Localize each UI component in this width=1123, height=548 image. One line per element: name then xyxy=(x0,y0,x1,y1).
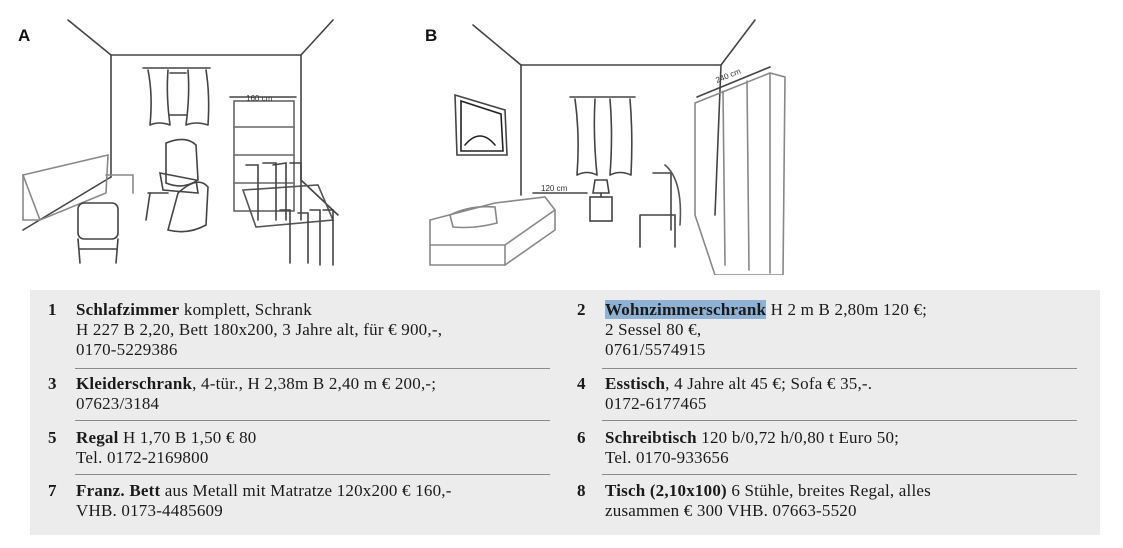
ad-number: 3 xyxy=(48,374,57,393)
ad-title: Kleiderschrank xyxy=(76,374,193,393)
ad-number: 1 xyxy=(48,300,57,319)
divider xyxy=(602,474,1077,475)
ad-phone: 07623/3184 xyxy=(76,394,160,413)
divider xyxy=(75,368,550,369)
ad-title: Schlafzimmer xyxy=(76,300,180,319)
measure-240: 240 cm xyxy=(714,66,743,85)
ad-number: 2 xyxy=(577,300,586,319)
divider xyxy=(602,368,1077,369)
divider xyxy=(75,420,550,421)
ad-phone: 0761/5574915 xyxy=(605,340,706,359)
ad-number: 7 xyxy=(48,481,57,500)
ad-line: 2 Sessel 80 €, xyxy=(605,320,702,339)
panel-label-a: A xyxy=(18,26,31,45)
divider xyxy=(602,420,1077,421)
ad-line: H 227 B 2,20, Bett 180x200, 3 Jahre alt, für € 900,-, xyxy=(76,320,443,339)
ad-phone: 0172-6177465 xyxy=(605,394,707,413)
ad-title: Franz. Bett xyxy=(76,481,161,500)
room-sketch-b xyxy=(425,15,810,275)
room-sketch-a xyxy=(18,15,348,270)
measure-160: 160 cm xyxy=(246,94,273,103)
ad-number: 8 xyxy=(577,481,586,500)
measure-120: 120 cm xyxy=(541,184,568,193)
ad-phone: 0170-5229386 xyxy=(76,340,178,359)
classified-ads: 1 Schlafzimmer komplett, Schrank H 227 B 2,20, Bett 180x200, 3 Jahre alt, für € 900,-, 0170-5229386 2 Wohnzimmerschrank H 2 m B 2,80m 120 €; 2 Sessel 80 €, 0761/5574915 3 Kleiderschrank, 4-tür., H 2,38m B 2,40 m € 200,-; 07623/3184 4 Esstisch, 4 Jahre alt 45 €; Sofa € 35,-. 0172-6177465 5 Regal H 1,70 B 1,50 € 80 Tel. 0172-2169800 6 Schreibtisch 120 b/0,72 h/0,80 t Euro 50; Tel. 0170-933656 7 Franz. Bett aus Metall mit Matratze 120x200 € 160,- VHB. 0173-4485609 8 Tisch (2,10x100) 6 Stühle, breites Regal, alles zusammen € 300 VHB. 07663-5520 xyxy=(30,290,1100,535)
ad-title: Esstisch xyxy=(605,374,666,393)
ad-number: 6 xyxy=(577,428,586,447)
ad-number: 4 xyxy=(577,374,586,393)
ad-phone: zusammen € 300 VHB. 07663-5520 xyxy=(605,501,857,520)
panel-label-b: B xyxy=(425,26,438,45)
ad-title: Tisch (2,10x100) xyxy=(605,481,727,500)
ad-title: Regal xyxy=(76,428,119,447)
ad-phone: VHB. 0173-4485609 xyxy=(76,501,223,520)
divider xyxy=(75,474,550,475)
ad-title: Schreibtisch xyxy=(605,428,697,447)
ad-phone: Tel. 0172-2169800 xyxy=(76,448,209,467)
ad-title-highlighted: Wohnzimmerschrank xyxy=(605,300,767,319)
ad-number: 5 xyxy=(48,428,57,447)
ad-phone: Tel. 0170-933656 xyxy=(605,448,729,467)
